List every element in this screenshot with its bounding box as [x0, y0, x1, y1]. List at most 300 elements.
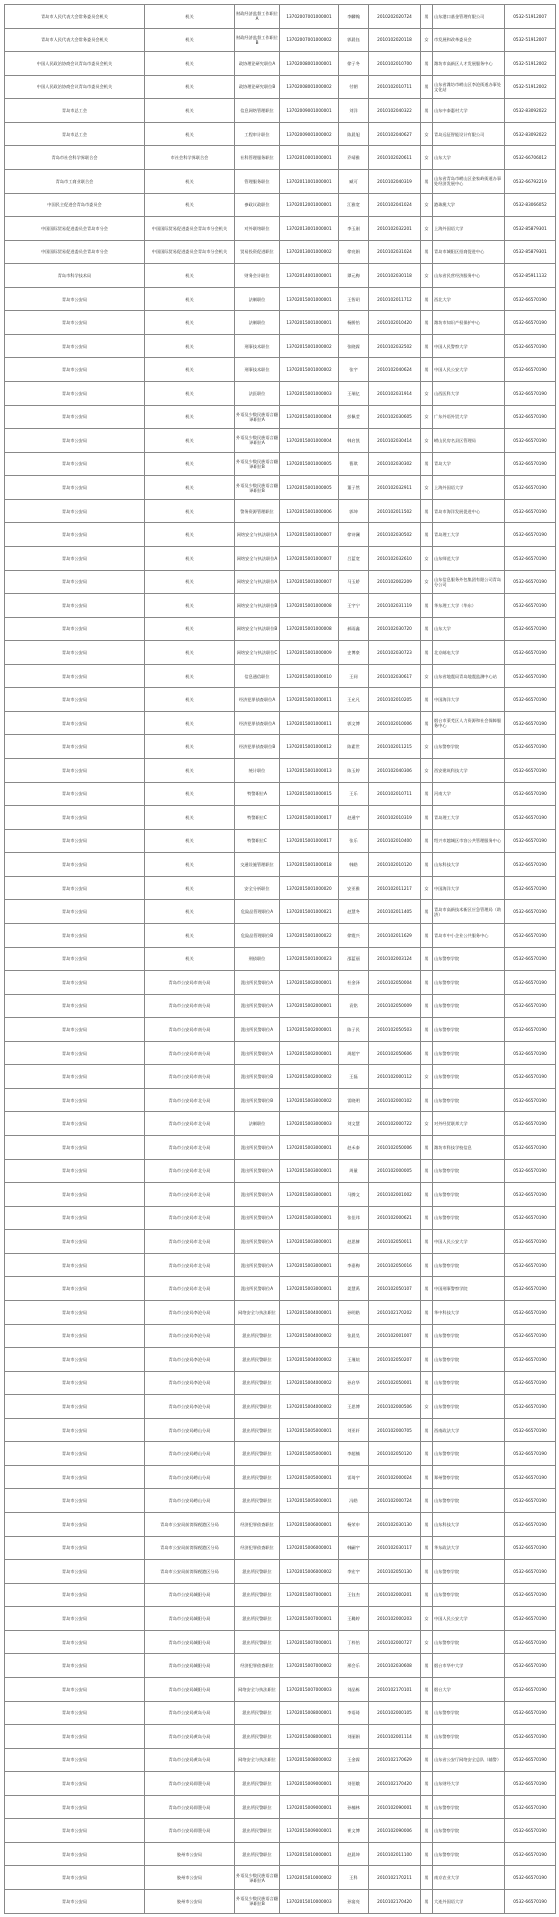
name-cell: 韩嗣宇 — [339, 1536, 369, 1560]
gender-cell: 男 — [421, 1348, 433, 1372]
table-row — [5, 664, 556, 688]
unit-cell: 机关 — [145, 382, 235, 406]
unit-cell: 青岛市公安局崂山分局 — [145, 1465, 235, 1489]
position-cell: 参政议政职位 — [235, 193, 280, 217]
table-row — [5, 546, 556, 570]
unit-cell: 胶州市公安局 — [145, 1866, 235, 1890]
name-cell: 冯皓 — [339, 1489, 369, 1513]
table-row — [5, 5, 556, 29]
name-cell: 史博豪 — [339, 641, 369, 665]
gender-cell: 男 — [421, 5, 433, 29]
agency-cell: 青岛市公安局 — [5, 358, 145, 382]
gender-cell: 女 — [421, 876, 433, 900]
phone-cell: 0532-66706012 — [505, 146, 556, 170]
phone-cell: 0532-66570190 — [505, 1018, 556, 1042]
ticket-number-cell: 2010102050001 — [369, 1371, 421, 1395]
table-row — [5, 1253, 556, 1277]
name-cell: 赵思赫 — [339, 1230, 369, 1254]
table-row — [5, 1418, 556, 1442]
position-code-cell: 13702015001000011 — [280, 688, 339, 712]
position-code-cell: 13702015008000002 — [280, 1748, 339, 1772]
position-cell: 法制职位 — [235, 1112, 280, 1136]
ticket-number-cell: 2010102010711 — [369, 75, 421, 99]
ticket-number-cell: 2010202020724 — [369, 5, 421, 29]
phone-cell: 0532-66570190 — [505, 971, 556, 995]
gender-cell: 男 — [421, 1041, 433, 1065]
ticket-number-cell: 2010102011629 — [369, 923, 421, 947]
phone-cell: 0532-66570190 — [505, 594, 556, 618]
position-cell: 刑事技术职位 — [235, 358, 280, 382]
school-cell: 山东警察学院 — [433, 994, 505, 1018]
unit-cell: 青岛市公安局即墨分局 — [145, 1819, 235, 1843]
name-cell: 赵禾泰 — [339, 1136, 369, 1160]
ticket-number-cell: 2010102031119 — [369, 594, 421, 618]
school-cell: 山东省潍坊市崂山区李沧街道办事处文化站 — [433, 75, 505, 99]
ticket-number-cell: 2010102000112 — [369, 1065, 421, 1089]
ticket-number-cell: 2010102010700 — [369, 52, 421, 76]
position-code-cell: 13702015002000001 — [280, 1041, 339, 1065]
table-row — [5, 169, 556, 193]
gender-cell: 女 — [421, 193, 433, 217]
ticket-number-cell: 2010102010420 — [369, 311, 421, 335]
table-row — [5, 99, 556, 123]
agency-cell: 青岛市公安局 — [5, 1230, 145, 1254]
school-cell: 山东警察学院 — [433, 1560, 505, 1584]
school-cell: 青岛市海洋发展促进中心 — [433, 499, 505, 523]
phone-cell: 0532-66570190 — [505, 1701, 556, 1725]
agency-cell: 青岛市公安局 — [5, 1300, 145, 1324]
school-cell: 河南大学 — [433, 782, 505, 806]
table-row — [5, 523, 556, 547]
school-cell: 山东师范大学 — [433, 546, 505, 570]
position-cell: 外语及少数民族语言翻译职位B — [235, 476, 280, 500]
position-cell: 经济犯罪侦查职位A — [235, 688, 280, 712]
position-cell: 财务会计职位 — [235, 264, 280, 288]
gender-cell: 男 — [421, 1489, 433, 1513]
phone-cell: 0532-66570190 — [505, 382, 556, 406]
phone-cell: 0532-66570190 — [505, 1583, 556, 1607]
agency-cell: 中国民主促进会青岛市委员会 — [5, 193, 145, 217]
school-cell: 山东警察学院 — [433, 1183, 505, 1207]
agency-cell: 青岛市科学技术局 — [5, 264, 145, 288]
unit-cell: 机关 — [145, 546, 235, 570]
agency-cell: 中国国际贸易促进委员会青岛市分会 — [5, 240, 145, 264]
phone-cell: 0532-66570190 — [505, 900, 556, 924]
unit-cell: 市社会科学界联合会 — [145, 146, 235, 170]
agency-cell: 青岛市公安局 — [5, 1772, 145, 1796]
school-cell: 烟台市华中大学 — [433, 1654, 505, 1678]
agency-cell: 青岛市公安局 — [5, 617, 145, 641]
gender-cell: 女 — [421, 405, 433, 429]
ticket-number-cell: 2010102030723 — [369, 641, 421, 665]
name-cell: 孙楠林 — [339, 1795, 369, 1819]
position-code-cell: 13702007001000001 — [280, 5, 339, 29]
table-row — [5, 1607, 556, 1631]
phone-cell: 0532-66570190 — [505, 546, 556, 570]
position-code-cell: 13702015006000001 — [280, 1513, 339, 1537]
school-cell: 山东警察学院 — [433, 1583, 505, 1607]
name-cell: 李超楠 — [339, 1442, 369, 1466]
table-row — [5, 1088, 556, 1112]
agency-cell: 青岛市公安局 — [5, 1607, 145, 1631]
position-code-cell: 13702015001000005 — [280, 452, 339, 476]
agency-cell: 青岛市公安局 — [5, 499, 145, 523]
unit-cell: 机关 — [145, 523, 235, 547]
school-cell: 中国海洋大学 — [433, 876, 505, 900]
ticket-number-cell: 2010102040306 — [369, 759, 421, 783]
gender-cell: 女 — [421, 1112, 433, 1136]
unit-cell: 青岛市公安局市北分局 — [145, 1206, 235, 1230]
agency-cell: 青岛市公安局 — [5, 1842, 145, 1866]
phone-cell: 0532-66570190 — [505, 1560, 556, 1584]
table-row — [5, 994, 556, 1018]
table-row — [5, 193, 556, 217]
gender-cell: 女 — [421, 28, 433, 52]
position-cell: 安全分析职位 — [235, 876, 280, 900]
position-code-cell: 13702015001000021 — [280, 900, 339, 924]
unit-cell: 机关 — [145, 99, 235, 123]
ticket-number-cell: 2010102032610 — [369, 546, 421, 570]
position-code-cell: 13702015002000001 — [280, 971, 339, 995]
position-cell: 派出所民警职位 — [235, 1842, 280, 1866]
unit-cell: 机关 — [145, 829, 235, 853]
agency-cell: 青岛市公安局 — [5, 1348, 145, 1372]
phone-cell: 0532-66570190 — [505, 358, 556, 382]
ticket-number-cell: 2010102170629 — [369, 1748, 421, 1772]
ticket-number-cell: 2010102030720 — [369, 617, 421, 641]
ticket-number-cell: 2010102011502 — [369, 499, 421, 523]
table-row — [5, 358, 556, 382]
position-code-cell: 13702015006000001 — [280, 1536, 339, 1560]
unit-cell: 青岛市公安局黄岛分局 — [145, 1748, 235, 1772]
name-cell: 袁铭 — [339, 994, 369, 1018]
position-cell: 派出所民警职位A — [235, 1136, 280, 1160]
name-cell: 李玉刚 — [339, 217, 369, 241]
unit-cell: 机关 — [145, 759, 235, 783]
name-cell: 周量 — [339, 1159, 369, 1183]
position-code-cell: 13702015006000002 — [280, 1560, 339, 1584]
position-cell: 管理服务职位 — [235, 169, 280, 193]
school-cell: 山东警察学院 — [433, 1065, 505, 1089]
position-code-cell: 13702013001000001 — [280, 217, 339, 241]
table-row — [5, 1348, 556, 1372]
gender-cell: 男 — [421, 334, 433, 358]
position-cell: 特警职位C — [235, 806, 280, 830]
agency-cell: 青岛市工商业联合会 — [5, 169, 145, 193]
agency-cell: 青岛市公安局 — [5, 1395, 145, 1419]
name-cell: 张乐 — [339, 829, 369, 853]
table-row — [5, 853, 556, 877]
unit-cell: 青岛市公安局城阳分局 — [145, 1654, 235, 1678]
school-cell: 山东警察学院 — [433, 735, 505, 759]
position-code-cell: 13702015004000001 — [280, 1300, 339, 1324]
gender-cell: 男 — [421, 994, 433, 1018]
agency-cell: 青岛市公安局 — [5, 1065, 145, 1089]
table-row — [5, 1725, 556, 1749]
position-code-cell: 13702015010000001 — [280, 1842, 339, 1866]
position-code-cell: 13702015001000008 — [280, 594, 339, 618]
unit-cell: 胶州市公安局 — [145, 1890, 235, 1914]
name-cell: 陈素世 — [339, 735, 369, 759]
phone-cell: 0532-66570190 — [505, 1725, 556, 1749]
gender-cell: 女 — [421, 122, 433, 146]
phone-cell: 0532-66570190 — [505, 1230, 556, 1254]
position-cell: 派出所民警职位 — [235, 1418, 280, 1442]
position-cell: 派出所民警职位 — [235, 1772, 280, 1796]
phone-cell: 0532-66570190 — [505, 429, 556, 453]
agency-cell: 青岛市公安局 — [5, 1112, 145, 1136]
agency-cell: 中国人民政治协商会议青岛市委员会机关 — [5, 75, 145, 99]
school-cell: 华东政法大学 — [433, 1536, 505, 1560]
table-row — [5, 1489, 556, 1513]
phone-cell: 0532-66570190 — [505, 1277, 556, 1301]
position-cell: 派出所民警职位A — [235, 971, 280, 995]
name-cell: 董子然 — [339, 476, 369, 500]
table-row — [5, 476, 556, 500]
gender-cell: 男 — [421, 1560, 433, 1584]
position-code-cell: 13702015009000001 — [280, 1819, 339, 1843]
school-cell: 山东警察学院 — [433, 1159, 505, 1183]
agency-cell: 青岛市公安局 — [5, 594, 145, 618]
school-cell: 上海外国语大学 — [433, 476, 505, 500]
table-row — [5, 1230, 556, 1254]
table-row — [5, 900, 556, 924]
name-cell: 韩皓 — [339, 853, 369, 877]
gender-cell: 男 — [421, 923, 433, 947]
school-cell: 山东中泰惠村大学 — [433, 99, 505, 123]
agency-cell: 青岛市公安局 — [5, 853, 145, 877]
position-cell: 派出所民警职位 — [235, 1607, 280, 1631]
phone-cell: 0532-51912007 — [505, 28, 556, 52]
position-code-cell: 13702015001000005 — [280, 476, 339, 500]
name-cell: 徐子冬 — [339, 52, 369, 76]
school-cell: 山东警察学院 — [433, 1842, 505, 1866]
gender-cell: 男 — [421, 971, 433, 995]
ticket-number-cell: 2010102030414 — [369, 429, 421, 453]
table-row — [5, 429, 556, 453]
name-cell: 徐亮娟 — [339, 240, 369, 264]
name-cell: 赵通宇 — [339, 806, 369, 830]
ticket-number-cell: 2010102010006 — [369, 711, 421, 735]
name-cell: 杨勝怡 — [339, 311, 369, 335]
position-cell: 派出所民警职位 — [235, 1324, 280, 1348]
gender-cell: 女 — [421, 570, 433, 594]
position-cell: 危险品管理职位A — [235, 900, 280, 924]
name-cell: 刘洋 — [339, 99, 369, 123]
position-code-cell: 13702015004000002 — [280, 1395, 339, 1419]
phone-cell: 0532-66570190 — [505, 829, 556, 853]
position-cell: 外语及少数民族语言翻译职位A — [235, 429, 280, 453]
position-cell: 网络安全与执法职位 — [235, 1300, 280, 1324]
position-cell: 外语及少数民族语言翻译职位B — [235, 1890, 280, 1914]
phone-cell: 0532-66570190 — [505, 876, 556, 900]
ticket-number-cell: 2010102010400 — [369, 829, 421, 853]
gender-cell: 男 — [421, 1206, 433, 1230]
school-cell: 中国海洋大学 — [433, 688, 505, 712]
ticket-number-cell: 2010102040319 — [369, 169, 421, 193]
table-row — [5, 1795, 556, 1819]
position-code-cell: 13702009001000002 — [280, 122, 339, 146]
position-cell: 派出所民警职位A — [235, 1159, 280, 1183]
gender-cell: 男 — [421, 1418, 433, 1442]
ticket-number-cell: 2010102000203 — [369, 1607, 421, 1631]
position-code-cell: 13702015004000002 — [280, 1348, 339, 1372]
table-row — [5, 1890, 556, 1914]
school-cell: 中国人民公安大学 — [433, 1607, 505, 1631]
ticket-number-cell: 2010102010205 — [369, 688, 421, 712]
gender-cell: 男 — [421, 853, 433, 877]
gender-cell: 男 — [421, 688, 433, 712]
phone-cell: 0532-66570190 — [505, 806, 556, 830]
position-code-cell: 13702015003000001 — [280, 1230, 339, 1254]
position-cell: 派出所民警职位A — [235, 1253, 280, 1277]
agency-cell: 青岛市公安局 — [5, 688, 145, 712]
phone-cell: 0532-66570190 — [505, 1348, 556, 1372]
phone-cell: 0532-83066052 — [505, 193, 556, 217]
position-code-cell: 13702008001000002 — [280, 75, 339, 99]
table-row — [5, 1748, 556, 1772]
name-cell: 杜金泽 — [339, 971, 369, 995]
phone-cell: 0532-66570190 — [505, 334, 556, 358]
school-cell: 山东财经大学 — [433, 1772, 505, 1796]
name-cell: 臧可 — [339, 169, 369, 193]
school-cell: 山东警察学院 — [433, 1701, 505, 1725]
position-code-cell: 13702015005000001 — [280, 1489, 339, 1513]
agency-cell: 青岛市公安局 — [5, 1583, 145, 1607]
position-cell: 特警职位A — [235, 782, 280, 806]
name-cell: 王允凡 — [339, 688, 369, 712]
phone-cell: 0532-66570190 — [505, 452, 556, 476]
position-code-cell: 13702015001000004 — [280, 429, 339, 453]
position-cell: 刑侦职位 — [235, 947, 280, 971]
school-cell: 山东省地震局青岛地震监测中心站 — [433, 664, 505, 688]
ticket-number-cell: 2010102020118 — [369, 28, 421, 52]
school-cell: 青岛理工大学 — [433, 806, 505, 830]
position-cell: 网络安全与执法职位B — [235, 617, 280, 641]
ticket-number-cell: 2010102011217 — [369, 876, 421, 900]
school-cell: 山东警察学院 — [433, 1630, 505, 1654]
phone-cell: 0532-66570190 — [505, 523, 556, 547]
phone-cell: 0532-51912002 — [505, 75, 556, 99]
unit-cell: 机关 — [145, 594, 235, 618]
unit-cell: 青岛市公安局城阳分局 — [145, 1607, 235, 1631]
phone-cell: 0532-66570190 — [505, 735, 556, 759]
agency-cell: 青岛市公安局 — [5, 452, 145, 476]
position-code-cell: 13702015001000006 — [280, 499, 339, 523]
table-row — [5, 1772, 556, 1796]
table-row — [5, 570, 556, 594]
table-row — [5, 122, 556, 146]
ticket-number-cell: 2010102000005 — [369, 1159, 421, 1183]
name-cell: 江雅宽 — [339, 193, 369, 217]
ticket-number-cell: 2010102050120 — [369, 1442, 421, 1466]
school-cell: 青岛远征智能设计有限公司 — [433, 122, 505, 146]
unit-cell: 青岛市公安局李沧分局 — [145, 1395, 235, 1419]
gender-cell: 女 — [421, 429, 433, 453]
unit-cell: 机关 — [145, 476, 235, 500]
unit-cell: 机关 — [145, 806, 235, 830]
unit-cell: 青岛市公安局城阳分局 — [145, 1630, 235, 1654]
school-cell: 中国人民警察大学 — [433, 334, 505, 358]
position-cell: 对外联络职位 — [235, 217, 280, 241]
position-cell: 派出所民警职位 — [235, 1395, 280, 1419]
unit-cell: 青岛市公安局市北分局 — [145, 1230, 235, 1254]
school-cell: 崂山民房名县区管理局 — [433, 429, 505, 453]
name-cell: 邢会乐 — [339, 1654, 369, 1678]
unit-cell: 青岛市公安局市北分局 — [145, 1253, 235, 1277]
school-cell: 华东理工大学（华东） — [433, 594, 505, 618]
name-cell: 彭佩莹 — [339, 405, 369, 429]
gender-cell: 男 — [421, 358, 433, 382]
agency-cell: 青岛市公安局 — [5, 1654, 145, 1678]
school-cell: 绍兴市越城区市容公共管理服务中心 — [433, 829, 505, 853]
agency-cell: 青岛市公安局 — [5, 546, 145, 570]
personnel-table-sheet — [4, 4, 555, 1913]
unit-cell: 青岛市公安局前湾保税港区分局 — [145, 1560, 235, 1584]
phone-cell: 0532-66570190 — [505, 664, 556, 688]
agency-cell: 青岛市公安局 — [5, 311, 145, 335]
school-cell: 中国刑事警察学院 — [433, 1277, 505, 1301]
ticket-number-cell: 2010102030117 — [369, 1536, 421, 1560]
phone-cell: 0532-66570190 — [505, 1513, 556, 1537]
unit-cell: 青岛市公安局崂山分局 — [145, 1418, 235, 1442]
position-code-cell: 13702015007000001 — [280, 1583, 339, 1607]
agency-cell: 青岛市公安局 — [5, 1018, 145, 1042]
agency-cell: 青岛市公安局 — [5, 1371, 145, 1395]
school-cell: 山东省民营经济服务中心 — [433, 264, 505, 288]
unit-cell: 青岛市公安局黄岛分局 — [145, 1725, 235, 1749]
school-cell: 山东大学 — [433, 617, 505, 641]
position-code-cell: 13702015005000001 — [280, 1442, 339, 1466]
ticket-number-cell: 2010102030502 — [369, 523, 421, 547]
unit-cell: 青岛市公安局前湾保税港区分局 — [145, 1513, 235, 1537]
unit-cell: 机关 — [145, 923, 235, 947]
school-cell: 山东警察学院 — [433, 1442, 505, 1466]
agency-cell: 青岛市公安局 — [5, 1206, 145, 1230]
position-code-cell: 13702015009000001 — [280, 1795, 339, 1819]
position-cell: 特警职位C — [235, 829, 280, 853]
name-cell: 杨荣申 — [339, 1513, 369, 1537]
ticket-number-cell: 2010102000201 — [369, 1583, 421, 1607]
position-cell: 派出所民警职位 — [235, 1348, 280, 1372]
table-row — [5, 240, 556, 264]
position-cell: 政协理论研究职位A — [235, 52, 280, 76]
name-cell: 张晓霖 — [339, 334, 369, 358]
ticket-number-cell: 2010102050004 — [369, 971, 421, 995]
name-cell: 张宇 — [339, 358, 369, 382]
unit-cell: 青岛市公安局城阳分局 — [145, 1583, 235, 1607]
school-cell: 烟台市莱芜区人力资源和社会保障服务中心 — [433, 711, 505, 735]
school-cell: 山东警察学院 — [433, 1324, 505, 1348]
gender-cell: 男 — [421, 1819, 433, 1843]
school-cell: 上海外国语大学 — [433, 217, 505, 241]
position-cell: 派出所民警职位 — [235, 1465, 280, 1489]
name-cell: 乔靖雅 — [339, 146, 369, 170]
table-row — [5, 1701, 556, 1725]
phone-cell: 0532-85879301 — [505, 217, 556, 241]
name-cell: 王璐婷 — [339, 1607, 369, 1631]
agency-cell: 青岛市公安局 — [5, 1277, 145, 1301]
ticket-number-cell: 2010102050503 — [369, 1018, 421, 1042]
position-code-cell: 13702015001000009 — [280, 641, 339, 665]
gender-cell: 男 — [421, 1748, 433, 1772]
unit-cell: 机关 — [145, 287, 235, 311]
school-cell: 对外经贸联邦大学 — [433, 1112, 505, 1136]
phone-cell: 0532-66570190 — [505, 1159, 556, 1183]
ticket-number-cell: 2010102010711 — [369, 782, 421, 806]
table-row — [5, 1065, 556, 1089]
unit-cell: 机关 — [145, 264, 235, 288]
